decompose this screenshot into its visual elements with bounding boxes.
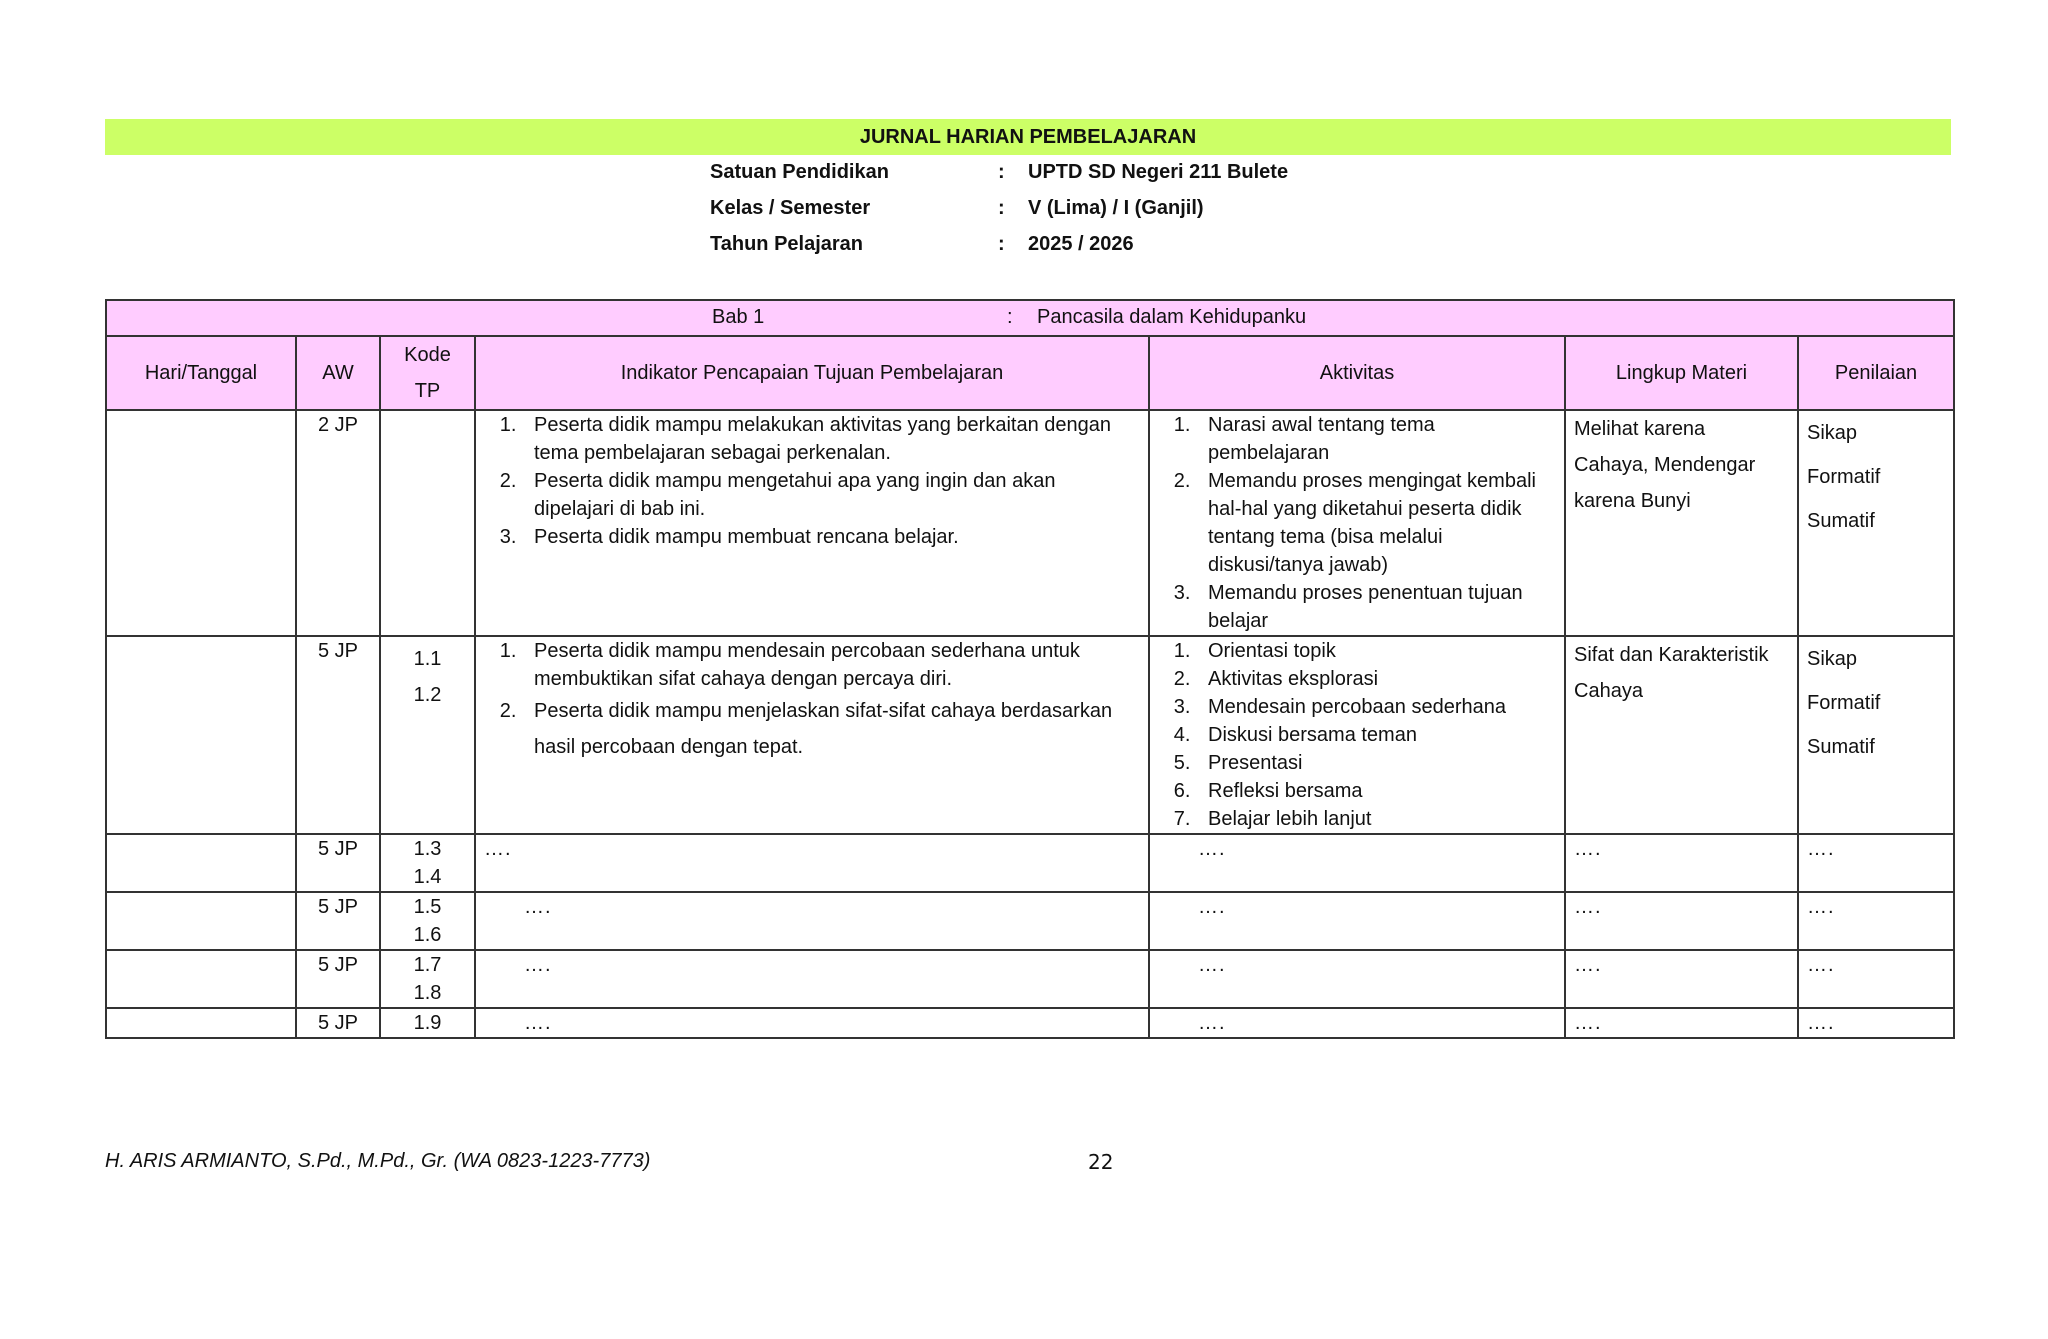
bab-cell: [106, 300, 1954, 336]
document-title: JURNAL HARIAN PEMBELAJARAN: [105, 119, 1951, 155]
kode-tp-item: 1.1: [413, 648, 442, 670]
penilaian-item: Formatif: [1807, 466, 1881, 488]
cell-aktivitas: [1149, 410, 1565, 636]
cell-aw: 5 JP: [296, 834, 380, 892]
indikator-item: 2. Peserta didik mampu menjelaskan sifat-sifat cahaya berdasarkan hasil percobaan dengan tepat.: [522, 693, 1140, 765]
kode-tp-item: 1.3: [413, 838, 442, 860]
cell-aktivitas: [1149, 636, 1565, 834]
aktivitas-item: 1. Narasi awal tentang tema pembelajaran: [1196, 411, 1556, 467]
cell-penilaian: ….: [1798, 892, 1954, 950]
cell-lingkup-materi: [1565, 410, 1798, 636]
aktivitas-item: 3. Mendesain percobaan sederhana: [1196, 693, 1556, 721]
header-lingkup-materi: Lingkup Materi: [1565, 336, 1798, 410]
document-meta: [710, 154, 1288, 262]
table-row: [106, 410, 1954, 636]
meta-value: V (Lima) / I (Ganjil): [1028, 197, 1204, 219]
kode-tp-item: 1.5: [413, 896, 442, 918]
bab-row: [106, 300, 1954, 336]
meta-label: Tahun Pelajaran: [710, 233, 864, 255]
meta-label: Kelas / Semester: [710, 197, 871, 219]
aktivitas-item: 5. Presentasi: [1196, 749, 1556, 777]
kode-tp-item: 1.7: [413, 954, 442, 976]
meta-kelas-semester: [710, 190, 1288, 226]
table-header-row: [106, 336, 1954, 410]
header-kode-line1: Kode: [404, 344, 451, 366]
bab-colon: :: [1007, 306, 1013, 328]
cell-hari-tanggal[interactable]: [106, 636, 296, 834]
cell-indikator: ….: [475, 834, 1149, 892]
lingkup-line: Melihat karena: [1574, 418, 1706, 440]
cell-penilaian: ….: [1798, 950, 1954, 1008]
meta-label: Satuan Pendidikan: [710, 161, 889, 183]
indikator-item: 1. Peserta didik mampu melakukan aktivitas yang berkaitan dengan tema pembelajaran sebagai perkenalan.: [522, 411, 1140, 467]
table-row: [106, 636, 1954, 834]
cell-kode-tp: [380, 410, 475, 636]
meta-colon: :: [998, 197, 1005, 219]
meta-tahun-pelajaran: [710, 226, 1288, 262]
aktivitas-item: 1. Orientasi topik: [1196, 637, 1556, 665]
cell-aktivitas: ….: [1149, 1008, 1565, 1038]
cell-hari-tanggal[interactable]: [106, 950, 296, 1008]
kode-tp-item: 1.9: [413, 1012, 442, 1034]
aktivitas-item: 7. Belajar lebih lanjut: [1196, 805, 1556, 833]
cell-hari-tanggal[interactable]: [106, 892, 296, 950]
header-kode-line2: TP: [414, 380, 441, 402]
penilaian-item: Sikap: [1807, 422, 1858, 444]
meta-colon: :: [998, 233, 1005, 255]
kode-tp-item: 1.8: [413, 982, 442, 1004]
indikator-item: 2. Peserta didik mampu mengetahui apa yang ingin dan akan dipelajari di bab ini.: [522, 467, 1140, 523]
cell-penilaian: [1798, 410, 1954, 636]
cell-aw: 5 JP: [296, 892, 380, 950]
cell-kode-tp: [380, 892, 475, 950]
cell-lingkup-materi: ….: [1565, 834, 1798, 892]
cell-aw: 5 JP: [296, 1008, 380, 1038]
meta-satuan-pendidikan: [710, 154, 1288, 190]
cell-hari-tanggal[interactable]: [106, 410, 296, 636]
cell-indikator: [475, 410, 1149, 636]
lingkup-line: Cahaya, Mendengar: [1574, 454, 1756, 476]
cell-aw: 2 JP: [296, 410, 380, 636]
table-row: [106, 834, 1954, 892]
meta-value: 2025 / 2026: [1028, 233, 1134, 255]
cell-lingkup-materi: ….: [1565, 892, 1798, 950]
penilaian-item: Sumatif: [1807, 736, 1875, 758]
cell-kode-tp: [380, 1008, 475, 1038]
cell-penilaian: ….: [1798, 834, 1954, 892]
cell-kode-tp: [380, 834, 475, 892]
aktivitas-item: 6. Refleksi bersama: [1196, 777, 1556, 805]
cell-kode-tp: [380, 950, 475, 1008]
lingkup-line: karena Bunyi: [1574, 490, 1691, 512]
cell-penilaian: [1798, 636, 1954, 834]
cell-aw: 5 JP: [296, 950, 380, 1008]
bab-title: Pancasila dalam Kehidupanku: [1037, 306, 1307, 328]
cell-hari-tanggal[interactable]: [106, 1008, 296, 1038]
cell-indikator: ….: [475, 892, 1149, 950]
cell-indikator: [475, 636, 1149, 834]
penilaian-item: Sikap: [1807, 648, 1858, 670]
meta-value: UPTD SD Negeri 211 Bulete: [1028, 161, 1289, 183]
cell-aw: 5 JP: [296, 636, 380, 834]
cell-kode-tp: [380, 636, 475, 834]
aktivitas-item: 2. Aktivitas eksplorasi: [1196, 665, 1556, 693]
cell-lingkup-materi: ….: [1565, 950, 1798, 1008]
aktivitas-item: 2. Memandu proses mengingat kembali hal-hal yang diketahui peserta didik tentang tema (bisa melalui diskusi/tanya jawab): [1196, 467, 1556, 579]
cell-lingkup-materi: ….: [1565, 1008, 1798, 1038]
cell-aktivitas: ….: [1149, 834, 1565, 892]
indikator-item: 3. Peserta didik mampu membuat rencana belajar.: [522, 523, 1140, 551]
header-indikator: Indikator Pencapaian Tujuan Pembelajaran: [475, 336, 1149, 410]
header-hari-tanggal: Hari/Tanggal: [106, 336, 296, 410]
kode-tp-item: 1.4: [413, 866, 442, 888]
aktivitas-item: 3. Memandu proses penentuan tujuan belajar: [1196, 579, 1556, 635]
cell-penilaian: ….: [1798, 1008, 1954, 1038]
cell-aktivitas: ….: [1149, 892, 1565, 950]
penilaian-item: Sumatif: [1807, 510, 1875, 532]
table-row: [106, 892, 1954, 950]
header-aktivitas: Aktivitas: [1149, 336, 1565, 410]
header-kode-tp: [380, 336, 475, 410]
cell-hari-tanggal[interactable]: [106, 834, 296, 892]
journal-table: [105, 299, 1955, 1039]
page-number: 22: [1088, 1150, 1114, 1174]
cell-indikator: ….: [475, 950, 1149, 1008]
table-row: [106, 950, 1954, 1008]
table-row: [106, 1008, 1954, 1038]
header-penilaian: Penilaian: [1798, 336, 1954, 410]
cell-lingkup-materi: [1565, 636, 1798, 834]
kode-tp-item: 1.6: [413, 924, 442, 946]
indikator-item: 1. Peserta didik mampu mendesain percobaan sederhana untuk membuktikan sifat cahaya dengan percaya diri.: [522, 637, 1140, 693]
footer-author: H. ARIS ARMIANTO, S.Pd., M.Pd., Gr. (WA 0823-1223-7773): [105, 1150, 651, 1172]
bab-label: Bab 1: [712, 306, 765, 328]
header-aw: AW: [296, 336, 380, 410]
lingkup-line: Sifat dan Karakteristik: [1574, 644, 1769, 666]
cell-aktivitas: ….: [1149, 950, 1565, 1008]
lingkup-line: Cahaya: [1574, 680, 1643, 702]
aktivitas-item: 4. Diskusi bersama teman: [1196, 721, 1556, 749]
cell-indikator: ….: [475, 1008, 1149, 1038]
meta-colon: :: [998, 161, 1005, 183]
penilaian-item: Formatif: [1807, 692, 1881, 714]
kode-tp-item: 1.2: [413, 684, 442, 706]
